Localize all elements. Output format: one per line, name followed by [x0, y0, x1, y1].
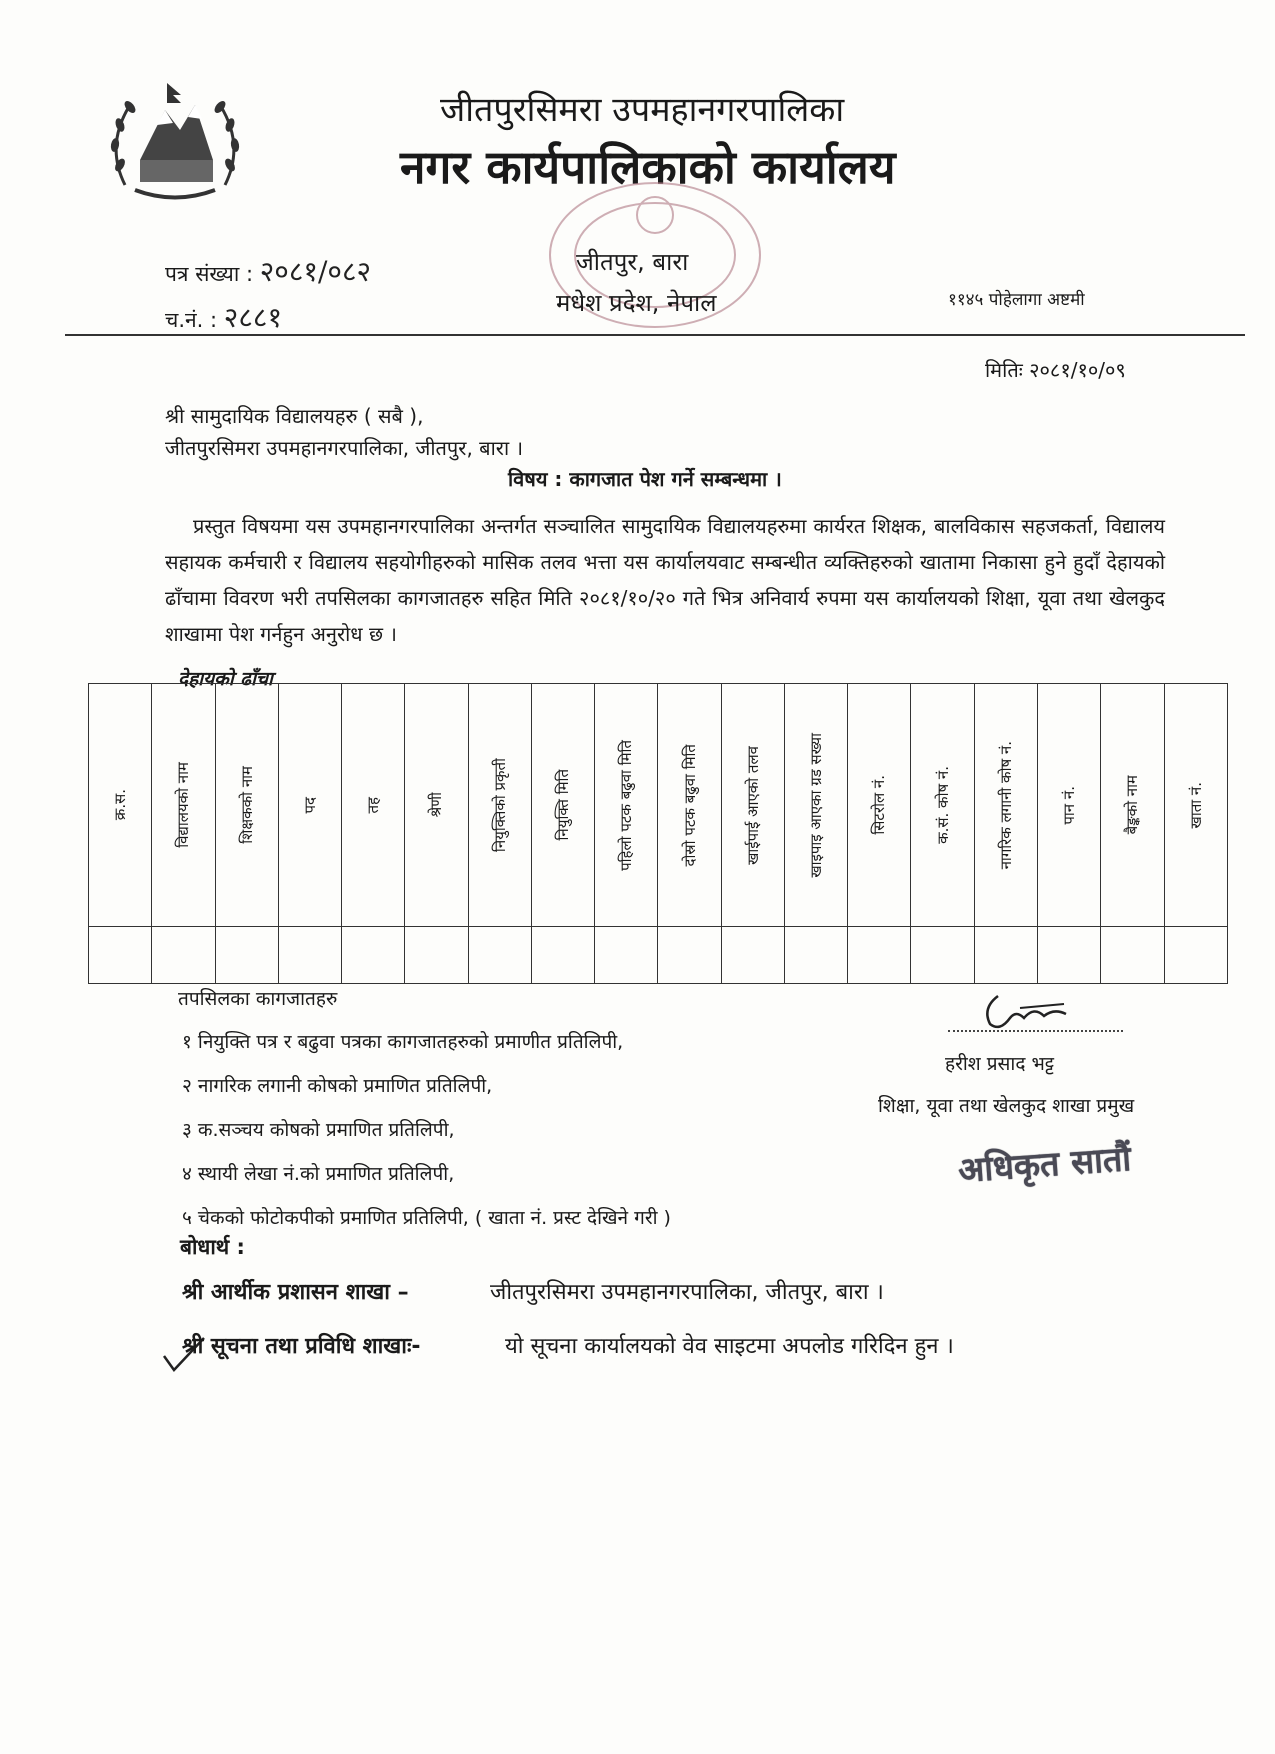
table-cell [468, 927, 531, 984]
address-line-1: जीतपुर, बारा [576, 248, 689, 276]
recipient-line-1: श्री सामुदायिक विद्यालयहरु ( सबै ), [165, 404, 424, 428]
attachment-item: २ नागरिक लगानी कोषको प्रमाणित प्रतिलिपी, [182, 1075, 493, 1097]
contact-number: ११४५ पोहेलागा अष्टमी [948, 290, 1085, 310]
table-header-cell: खाइपाइ आएका ग्रड सख्या [784, 684, 847, 927]
letter-number-label: पत्र संख्या : [165, 262, 254, 286]
table-row [89, 927, 1228, 984]
cc-heading: बोधार्थ : [180, 1235, 245, 1259]
nepal-emblem-icon [95, 65, 255, 215]
header-divider [65, 334, 1245, 336]
office-name: जीतपुरसिमरा उपमहानगरपालिका [440, 90, 845, 130]
table-header-cell: विद्यालयको नाम [152, 684, 215, 927]
cc-item-text: जीतपुरसिमरा उपमहानगरपालिका, जीतपुर, बारा । [490, 1280, 884, 1305]
letter-number-value: २०८१/०८२ [259, 255, 372, 288]
table-cell [784, 927, 847, 984]
table-cell [721, 927, 784, 984]
signer-title: शिक्षा, यूवा तथा खेलकुद शाखा प्रमुख [878, 1095, 1135, 1117]
table-header-cell: क.सं. कोष नं. [911, 684, 974, 927]
details-form-table [88, 683, 1228, 984]
table-cell [974, 927, 1037, 984]
table-header-cell: बैङ्कको नाम [1101, 684, 1164, 927]
chalani-number [165, 298, 282, 336]
cc-item-label: श्री आर्थीक प्रशासन शाखा – [182, 1280, 409, 1305]
table-header-cell: तह [342, 684, 405, 927]
attachment-item: ५ चेकको फोटोकपीको प्रमाणित प्रतिलिपी, ( खाता नं. प्रस्ट देखिने गरी ) [182, 1207, 671, 1229]
table-cell [152, 927, 215, 984]
cc-item-text: यो सूचना कार्यालयको वेव साइटमा अपलोड गरिदिन हुन । [505, 1334, 954, 1359]
chalani-number-label: च.नं. : [165, 308, 218, 332]
table-cell [278, 927, 341, 984]
table-cell [1164, 927, 1227, 984]
attachments-heading: तपसिलका कागजातहरु [178, 988, 338, 1010]
letter-body: प्रस्तुत विषयमा यस उपमहानगरपालिका अन्तर्गत सञ्चालित सामुदायिक विद्यालयहरुमा कार्यरत शिक्षक, बालविकास सहजकर्ता, विद्यालय सहायक कर्मचारी र विद्यालय सहयोगीहरुको मासिक तलव भत्ता यस कार्यालयवाट सम्बन्धीत व्यक्तिहरुको खातामा निकासा हुने हुदाँ देहायको ढाँचामा विवरण भरी तपसिलका कागजातहरु सहित मिति २०८१/१०/२० गते भित्र अनिवार्य रुपमा यस कार्यालयको शिक्षा, यूवा तथा खेलकुद शाखामा पेश गर्नहुन अनुरोध छ । [165, 514, 1165, 646]
table-cell [848, 927, 911, 984]
table-header-cell: नियुक्ति मिति [531, 684, 594, 927]
table-cell [1037, 927, 1100, 984]
table-header-cell: खाईपाई आएको तलव [721, 684, 784, 927]
signer-name: हरीश प्रसाद भट्ट [945, 1053, 1055, 1075]
table-header-row [89, 684, 1228, 927]
table-cell [405, 927, 468, 984]
form-heading: देहायको ढाँचा [178, 668, 273, 690]
signature-line [948, 1030, 1123, 1032]
table-header-cell: श्रेणी [405, 684, 468, 927]
table-header-cell: दोस्रो पटक बढुवा मिति [658, 684, 721, 927]
table-header-cell: पहिलो पटक बढुवा मिति [595, 684, 658, 927]
official-rank-stamp: अधिकृत सातौं [956, 1139, 1133, 1191]
attachment-item: ४ स्थायी लेखा नं.को प्रमाणित प्रतिलिपी, [182, 1163, 455, 1185]
table-header-cell: पद [278, 684, 341, 927]
office-title: नगर कार्यपालिकाको कार्यालय [400, 140, 896, 194]
table-cell [342, 927, 405, 984]
attachment-item: १ नियुक्ति पत्र र बढुवा पत्रका कागजातहरुको प्रमाणीत प्रतिलिपी, [182, 1031, 624, 1053]
table-header-cell: सिटरोल नं. [848, 684, 911, 927]
letter-number [165, 252, 371, 290]
letter-subject: विषय : कागजात पेश गर्ने सम्बन्धमा । [508, 467, 782, 491]
letter-date: मितिः २०८१/१०/०९ [985, 358, 1126, 382]
table-cell [1101, 927, 1164, 984]
table-header-cell: पान नं. [1037, 684, 1100, 927]
recipient-line-2: जीतपुरसिमरा उपमहानगरपालिका, जीतपुर, बारा । [165, 436, 524, 460]
table-header-cell: नागरिक लगानी कोष नं. [974, 684, 1037, 927]
table-cell [531, 927, 594, 984]
table-cell [595, 927, 658, 984]
address-line-2: मधेश प्रदेश, नेपाल [556, 289, 717, 317]
table-cell [911, 927, 974, 984]
table-cell [658, 927, 721, 984]
table-header-cell: नियुक्तिको प्रकृती [468, 684, 531, 927]
chalani-number-value: २८८१ [223, 301, 283, 334]
table-cell [89, 927, 152, 984]
table-header-cell: खाता नं. [1164, 684, 1227, 927]
table-cell [215, 927, 278, 984]
signature-icon [980, 988, 1080, 1036]
table-header-cell: शिक्षकको नाम [215, 684, 278, 927]
attachment-item: ३ क.सञ्चय कोषको प्रमाणित प्रतिलिपी, [182, 1119, 455, 1141]
table-header-cell: क्र.स. [89, 684, 152, 927]
cc-item-label: श्री सूचना तथा प्रविधि शाखाः- [182, 1334, 421, 1359]
